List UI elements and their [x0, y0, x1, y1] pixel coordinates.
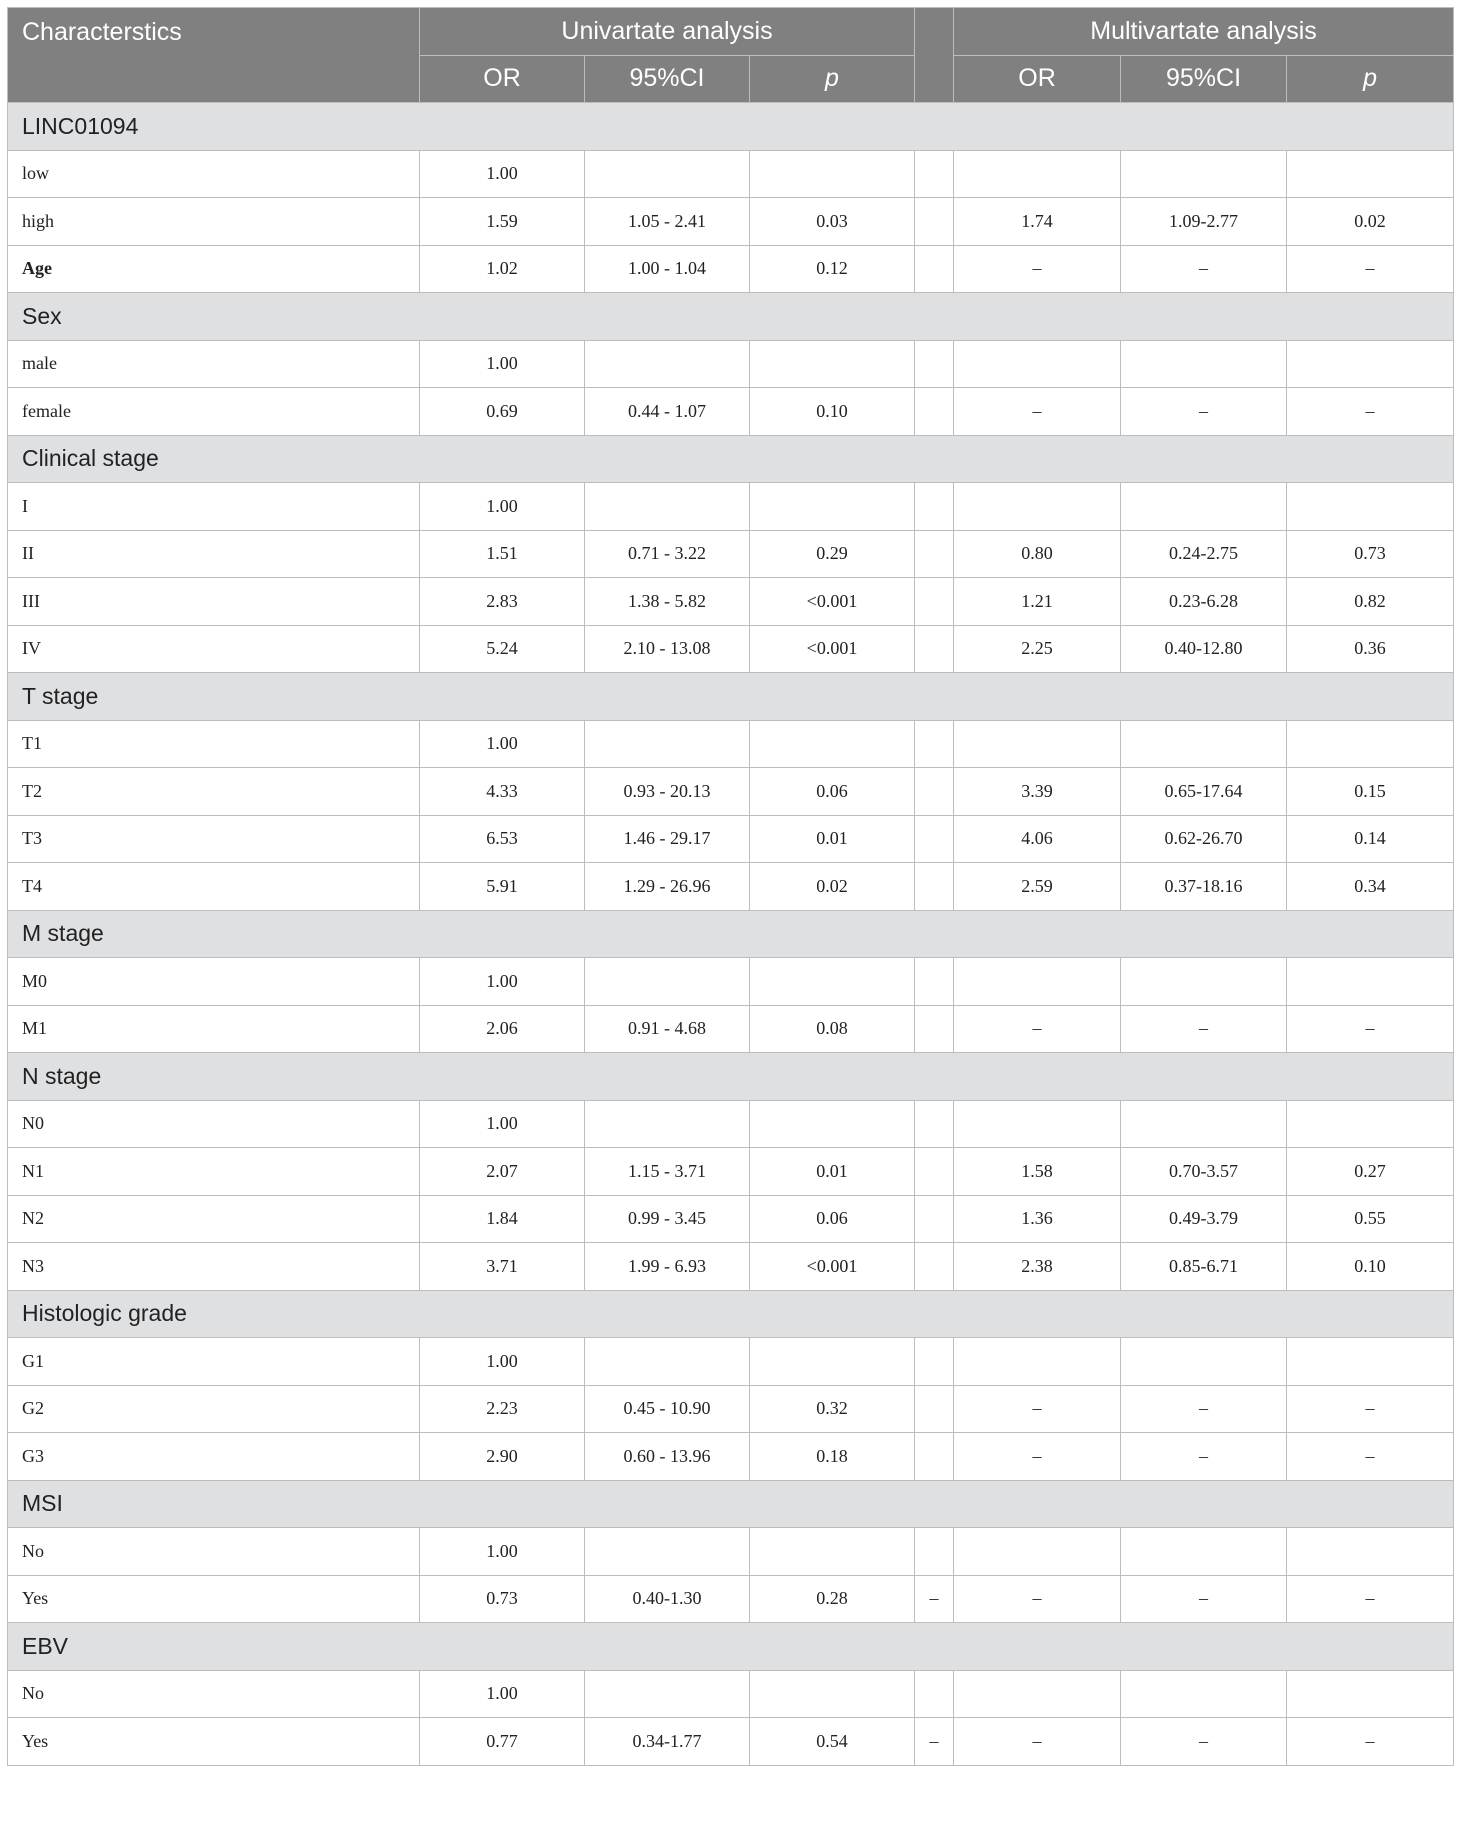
- cell-multivariate-or: [954, 340, 1121, 388]
- cell-multivariate-or: [954, 1338, 1121, 1386]
- table-header: [8, 8, 1454, 103]
- cell-multivariate-or: [954, 720, 1121, 768]
- cell-multivariate-or: [954, 1100, 1121, 1148]
- cell-univariate-or: 1.00: [420, 483, 585, 531]
- cell-multivariate-ci: 0.37-18.16: [1121, 863, 1287, 911]
- cell-univariate-p: 0.03: [750, 198, 915, 246]
- cell-univariate-or: 1.51: [420, 530, 585, 578]
- cell-univariate-or: 1.00: [420, 958, 585, 1006]
- cell-multivariate-or: [954, 150, 1121, 198]
- section-title: M stage: [8, 910, 1454, 958]
- cell-multivariate-ci: –: [1121, 1718, 1287, 1766]
- table-row: [8, 768, 1454, 816]
- cell-multivariate-or: 2.38: [954, 1243, 1121, 1291]
- row-label: Yes: [8, 1718, 420, 1766]
- table-row: [8, 1100, 1454, 1148]
- header-multivariate: Multivartate analysis: [954, 8, 1454, 56]
- cell-univariate-p: <0.001: [750, 1243, 915, 1291]
- cell-spacer: –: [915, 1718, 954, 1766]
- cell-multivariate-ci: –: [1121, 388, 1287, 436]
- table-row: [8, 530, 1454, 578]
- cell-spacer: [915, 340, 954, 388]
- cell-univariate-ci: 0.44 - 1.07: [585, 388, 750, 436]
- cell-univariate-p: [750, 340, 915, 388]
- row-label: low: [8, 150, 420, 198]
- cell-multivariate-p: [1287, 1528, 1454, 1576]
- cell-spacer: [915, 720, 954, 768]
- cell-univariate-p: <0.001: [750, 578, 915, 626]
- cell-univariate-or: 5.91: [420, 863, 585, 911]
- cell-spacer: [915, 1195, 954, 1243]
- cell-spacer: [915, 1670, 954, 1718]
- section-title: EBV: [8, 1623, 1454, 1671]
- cell-univariate-or: 2.07: [420, 1148, 585, 1196]
- row-label: T1: [8, 720, 420, 768]
- cell-univariate-ci: 1.38 - 5.82: [585, 578, 750, 626]
- row-label: N2: [8, 1195, 420, 1243]
- cell-multivariate-p: [1287, 1100, 1454, 1148]
- cell-univariate-or: 1.84: [420, 1195, 585, 1243]
- cell-multivariate-p: [1287, 958, 1454, 1006]
- cell-univariate-ci: 1.05 - 2.41: [585, 198, 750, 246]
- section-row: [8, 1480, 1454, 1528]
- cell-univariate-p: 0.06: [750, 768, 915, 816]
- cell-multivariate-ci: [1121, 1528, 1287, 1576]
- cell-multivariate-ci: [1121, 1670, 1287, 1718]
- cell-multivariate-p: [1287, 150, 1454, 198]
- cell-univariate-ci: 0.99 - 3.45: [585, 1195, 750, 1243]
- row-label: G1: [8, 1338, 420, 1386]
- row-label: M1: [8, 1005, 420, 1053]
- cell-multivariate-ci: 0.40-12.80: [1121, 625, 1287, 673]
- section-row: [8, 910, 1454, 958]
- cell-multivariate-or: 1.58: [954, 1148, 1121, 1196]
- header-multi-ci: 95%CI: [1121, 55, 1287, 103]
- cell-univariate-p: 0.10: [750, 388, 915, 436]
- table-row: [8, 863, 1454, 911]
- cell-spacer: [915, 150, 954, 198]
- cell-univariate-p: <0.001: [750, 625, 915, 673]
- row-label: No: [8, 1670, 420, 1718]
- header-univariate: Univartate analysis: [420, 8, 915, 56]
- cell-univariate-p: 0.18: [750, 1433, 915, 1481]
- cell-univariate-or: 3.71: [420, 1243, 585, 1291]
- cell-multivariate-p: –: [1287, 1575, 1454, 1623]
- cell-multivariate-or: 3.39: [954, 768, 1121, 816]
- table-row: [8, 1385, 1454, 1433]
- header-uni-p: p: [750, 55, 915, 103]
- cell-spacer: [915, 1005, 954, 1053]
- cell-univariate-ci: 0.40-1.30: [585, 1575, 750, 1623]
- cell-multivariate-or: 4.06: [954, 815, 1121, 863]
- cell-univariate-ci: [585, 720, 750, 768]
- cell-univariate-p: [750, 958, 915, 1006]
- cell-multivariate-ci: –: [1121, 1575, 1287, 1623]
- cell-multivariate-or: 1.74: [954, 198, 1121, 246]
- cell-multivariate-p: 0.34: [1287, 863, 1454, 911]
- cell-univariate-ci: [585, 1338, 750, 1386]
- cell-univariate-p: [750, 1670, 915, 1718]
- row-label: III: [8, 578, 420, 626]
- table-row: [8, 578, 1454, 626]
- cell-spacer: –: [915, 1575, 954, 1623]
- cell-spacer: [915, 768, 954, 816]
- cell-univariate-p: 0.32: [750, 1385, 915, 1433]
- cell-spacer: [915, 198, 954, 246]
- table-row: [8, 1338, 1454, 1386]
- table-row: [8, 1670, 1454, 1718]
- cell-spacer: [915, 1433, 954, 1481]
- cell-multivariate-or: –: [954, 1385, 1121, 1433]
- cell-multivariate-ci: –: [1121, 1385, 1287, 1433]
- cell-univariate-or: 1.00: [420, 1670, 585, 1718]
- cell-univariate-or: 1.59: [420, 198, 585, 246]
- cell-multivariate-or: –: [954, 1575, 1121, 1623]
- cell-multivariate-ci: –: [1121, 245, 1287, 293]
- cell-univariate-ci: 0.93 - 20.13: [585, 768, 750, 816]
- row-label: No: [8, 1528, 420, 1576]
- table-row: [8, 625, 1454, 673]
- table-row: [8, 1243, 1454, 1291]
- cell-spacer: [915, 245, 954, 293]
- row-label: N3: [8, 1243, 420, 1291]
- cell-univariate-ci: 1.29 - 26.96: [585, 863, 750, 911]
- cell-univariate-ci: 2.10 - 13.08: [585, 625, 750, 673]
- cell-multivariate-p: –: [1287, 1718, 1454, 1766]
- cell-spacer: [915, 815, 954, 863]
- row-label: Yes: [8, 1575, 420, 1623]
- cell-multivariate-or: 0.80: [954, 530, 1121, 578]
- table-row: [8, 958, 1454, 1006]
- regression-table: [7, 7, 1454, 1766]
- cell-univariate-ci: 1.00 - 1.04: [585, 245, 750, 293]
- section-row: [8, 435, 1454, 483]
- cell-univariate-or: 2.23: [420, 1385, 585, 1433]
- cell-multivariate-p: [1287, 720, 1454, 768]
- header-uni-or: OR: [420, 55, 585, 103]
- cell-univariate-p: 0.02: [750, 863, 915, 911]
- cell-multivariate-ci: 0.85-6.71: [1121, 1243, 1287, 1291]
- cell-univariate-ci: [585, 340, 750, 388]
- cell-univariate-or: 1.00: [420, 1528, 585, 1576]
- table-row: [8, 1005, 1454, 1053]
- table-row: [8, 483, 1454, 531]
- cell-univariate-ci: 1.15 - 3.71: [585, 1148, 750, 1196]
- section-row: [8, 673, 1454, 721]
- header-multi-or: OR: [954, 55, 1121, 103]
- cell-spacer: [915, 1338, 954, 1386]
- cell-spacer: [915, 625, 954, 673]
- cell-univariate-or: 2.83: [420, 578, 585, 626]
- section-title: Clinical stage: [8, 435, 1454, 483]
- table-row: [8, 1575, 1454, 1623]
- cell-multivariate-ci: –: [1121, 1005, 1287, 1053]
- cell-multivariate-ci: 0.24-2.75: [1121, 530, 1287, 578]
- cell-univariate-or: 0.77: [420, 1718, 585, 1766]
- cell-univariate-ci: [585, 958, 750, 1006]
- cell-multivariate-ci: 0.62-26.70: [1121, 815, 1287, 863]
- cell-univariate-ci: [585, 483, 750, 531]
- row-label: female: [8, 388, 420, 436]
- cell-univariate-ci: [585, 150, 750, 198]
- row-label: I: [8, 483, 420, 531]
- row-label: IV: [8, 625, 420, 673]
- cell-spacer: [915, 863, 954, 911]
- cell-multivariate-ci: [1121, 1100, 1287, 1148]
- section-row: [8, 1290, 1454, 1338]
- table-row: [8, 815, 1454, 863]
- cell-multivariate-p: –: [1287, 1433, 1454, 1481]
- cell-multivariate-p: 0.73: [1287, 530, 1454, 578]
- row-label: T2: [8, 768, 420, 816]
- row-label: male: [8, 340, 420, 388]
- cell-univariate-or: 1.02: [420, 245, 585, 293]
- cell-multivariate-p: –: [1287, 1005, 1454, 1053]
- cell-spacer: [915, 1148, 954, 1196]
- cell-multivariate-or: [954, 958, 1121, 1006]
- table-row: [8, 1195, 1454, 1243]
- row-label: G2: [8, 1385, 420, 1433]
- row-label: II: [8, 530, 420, 578]
- cell-multivariate-ci: [1121, 720, 1287, 768]
- section-title: Histologic grade: [8, 1290, 1454, 1338]
- cell-univariate-p: 0.06: [750, 1195, 915, 1243]
- cell-multivariate-or: 1.36: [954, 1195, 1121, 1243]
- section-title: Sex: [8, 293, 1454, 341]
- cell-spacer: [915, 958, 954, 1006]
- cell-univariate-p: 0.54: [750, 1718, 915, 1766]
- section-row: [8, 1053, 1454, 1101]
- cell-multivariate-ci: –: [1121, 1433, 1287, 1481]
- cell-spacer: [915, 578, 954, 626]
- cell-univariate-p: 0.08: [750, 1005, 915, 1053]
- header-spacer: [915, 8, 954, 103]
- cell-spacer: [915, 388, 954, 436]
- table-row: [8, 1718, 1454, 1766]
- cell-spacer: [915, 1243, 954, 1291]
- cell-multivariate-or: –: [954, 1433, 1121, 1481]
- cell-univariate-p: [750, 483, 915, 531]
- cell-multivariate-ci: 1.09-2.77: [1121, 198, 1287, 246]
- results-table-container: [7, 7, 1453, 1766]
- cell-univariate-ci: 1.99 - 6.93: [585, 1243, 750, 1291]
- cell-univariate-p: [750, 150, 915, 198]
- cell-univariate-ci: 0.91 - 4.68: [585, 1005, 750, 1053]
- cell-univariate-p: 0.28: [750, 1575, 915, 1623]
- cell-multivariate-ci: 0.65-17.64: [1121, 768, 1287, 816]
- cell-univariate-p: 0.12: [750, 245, 915, 293]
- row-label: high: [8, 198, 420, 246]
- header-uni-ci: 95%CI: [585, 55, 750, 103]
- cell-multivariate-or: –: [954, 1005, 1121, 1053]
- cell-spacer: [915, 1385, 954, 1433]
- cell-multivariate-p: 0.14: [1287, 815, 1454, 863]
- cell-spacer: [915, 1100, 954, 1148]
- cell-multivariate-p: –: [1287, 1385, 1454, 1433]
- section-row: [8, 1623, 1454, 1671]
- cell-multivariate-or: 2.59: [954, 863, 1121, 911]
- table-row: [8, 1148, 1454, 1196]
- cell-univariate-p: 0.01: [750, 815, 915, 863]
- cell-multivariate-ci: 0.49-3.79: [1121, 1195, 1287, 1243]
- cell-univariate-p: [750, 1528, 915, 1576]
- cell-multivariate-or: 2.25: [954, 625, 1121, 673]
- cell-univariate-or: 0.73: [420, 1575, 585, 1623]
- cell-univariate-p: 0.01: [750, 1148, 915, 1196]
- row-label: Age: [8, 245, 420, 293]
- cell-multivariate-p: [1287, 1670, 1454, 1718]
- section-title: T stage: [8, 673, 1454, 721]
- cell-multivariate-ci: [1121, 483, 1287, 531]
- table-row: [8, 150, 1454, 198]
- cell-multivariate-ci: [1121, 958, 1287, 1006]
- cell-univariate-or: 1.00: [420, 1100, 585, 1148]
- table-row: [8, 1528, 1454, 1576]
- cell-univariate-p: [750, 1100, 915, 1148]
- cell-multivariate-or: 1.21: [954, 578, 1121, 626]
- cell-multivariate-p: [1287, 483, 1454, 531]
- cell-multivariate-ci: 0.70-3.57: [1121, 1148, 1287, 1196]
- cell-multivariate-or: [954, 1670, 1121, 1718]
- cell-multivariate-or: –: [954, 1718, 1121, 1766]
- cell-multivariate-p: [1287, 1338, 1454, 1386]
- cell-univariate-or: 1.00: [420, 720, 585, 768]
- row-label: T4: [8, 863, 420, 911]
- cell-multivariate-p: –: [1287, 388, 1454, 436]
- cell-spacer: [915, 1528, 954, 1576]
- section-title: N stage: [8, 1053, 1454, 1101]
- table-row: [8, 340, 1454, 388]
- cell-multivariate-p: 0.27: [1287, 1148, 1454, 1196]
- cell-univariate-or: 1.00: [420, 150, 585, 198]
- cell-spacer: [915, 530, 954, 578]
- cell-univariate-or: 2.06: [420, 1005, 585, 1053]
- cell-multivariate-ci: [1121, 150, 1287, 198]
- cell-multivariate-p: 0.55: [1287, 1195, 1454, 1243]
- cell-multivariate-p: 0.82: [1287, 578, 1454, 626]
- cell-multivariate-ci: 0.23-6.28: [1121, 578, 1287, 626]
- row-label: M0: [8, 958, 420, 1006]
- section-title: MSI: [8, 1480, 1454, 1528]
- cell-multivariate-p: 0.02: [1287, 198, 1454, 246]
- header-characteristics: Characterstics: [8, 8, 420, 103]
- cell-univariate-or: 6.53: [420, 815, 585, 863]
- table-row: [8, 1433, 1454, 1481]
- cell-univariate-or: 4.33: [420, 768, 585, 816]
- cell-univariate-p: 0.29: [750, 530, 915, 578]
- cell-univariate-ci: 0.45 - 10.90: [585, 1385, 750, 1433]
- table-row: [8, 720, 1454, 768]
- cell-univariate-or: 1.00: [420, 1338, 585, 1386]
- row-label: G3: [8, 1433, 420, 1481]
- cell-univariate-ci: [585, 1528, 750, 1576]
- cell-univariate-p: [750, 720, 915, 768]
- section-title: LINC01094: [8, 103, 1454, 151]
- cell-univariate-ci: 0.60 - 13.96: [585, 1433, 750, 1481]
- cell-univariate-p: [750, 1338, 915, 1386]
- cell-multivariate-p: 0.36: [1287, 625, 1454, 673]
- section-row: [8, 103, 1454, 151]
- cell-multivariate-ci: [1121, 340, 1287, 388]
- cell-univariate-ci: [585, 1670, 750, 1718]
- cell-univariate-or: 1.00: [420, 340, 585, 388]
- cell-univariate-ci: [585, 1100, 750, 1148]
- cell-univariate-or: 0.69: [420, 388, 585, 436]
- cell-univariate-or: 2.90: [420, 1433, 585, 1481]
- cell-univariate-ci: 0.71 - 3.22: [585, 530, 750, 578]
- cell-univariate-or: 5.24: [420, 625, 585, 673]
- cell-univariate-ci: 0.34-1.77: [585, 1718, 750, 1766]
- table-row: [8, 388, 1454, 436]
- cell-multivariate-p: 0.10: [1287, 1243, 1454, 1291]
- cell-multivariate-or: [954, 1528, 1121, 1576]
- cell-multivariate-p: 0.15: [1287, 768, 1454, 816]
- cell-univariate-ci: 1.46 - 29.17: [585, 815, 750, 863]
- cell-multivariate-p: [1287, 340, 1454, 388]
- cell-spacer: [915, 483, 954, 531]
- row-label: T3: [8, 815, 420, 863]
- table-row: [8, 245, 1454, 293]
- cell-multivariate-or: [954, 483, 1121, 531]
- header-multi-p: p: [1287, 55, 1454, 103]
- cell-multivariate-ci: [1121, 1338, 1287, 1386]
- cell-multivariate-or: –: [954, 388, 1121, 436]
- row-label: N1: [8, 1148, 420, 1196]
- row-label: N0: [8, 1100, 420, 1148]
- cell-multivariate-p: –: [1287, 245, 1454, 293]
- table-row: [8, 198, 1454, 246]
- cell-multivariate-or: –: [954, 245, 1121, 293]
- table-body: [8, 103, 1454, 1766]
- section-row: [8, 293, 1454, 341]
